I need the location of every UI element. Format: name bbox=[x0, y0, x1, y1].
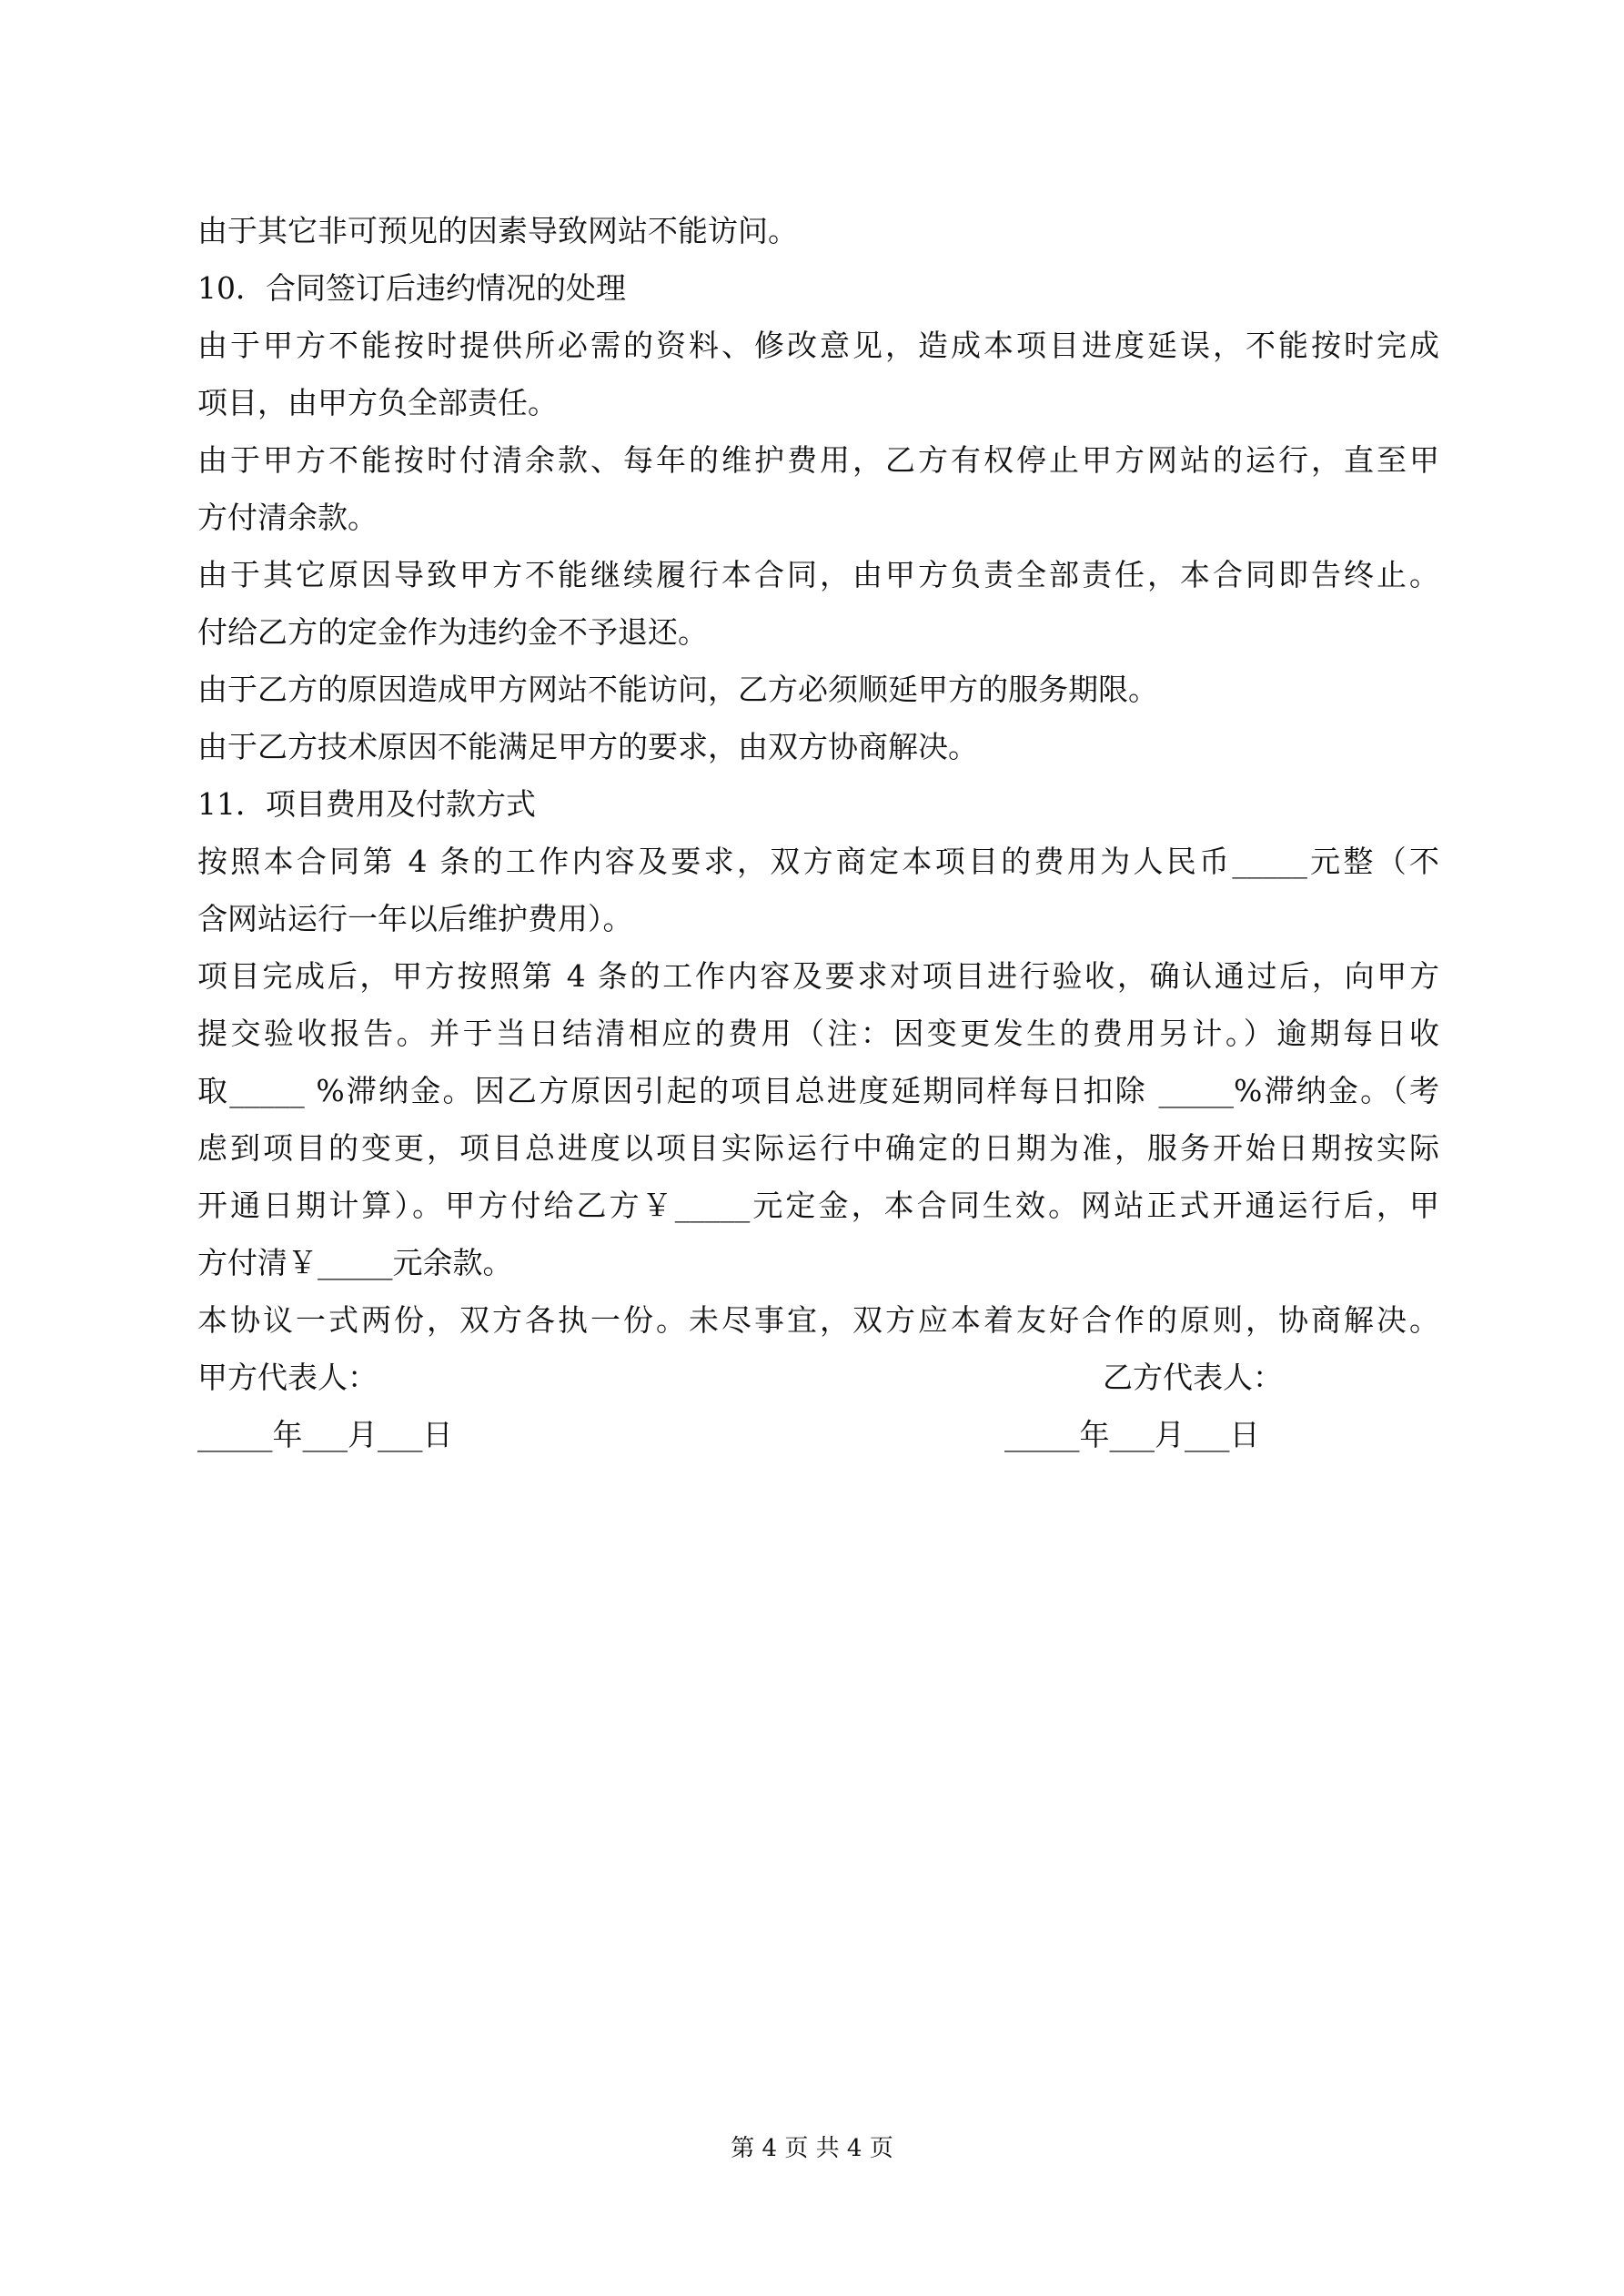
paragraph-line: 由于甲方不能按时付清余款、每年的维护费用，乙方有权停止甲方网站的运行，直至甲 bbox=[197, 442, 1439, 478]
page-number-footer: 第 4 页 共 4 页 bbox=[731, 2135, 893, 2162]
party-b-representative-label: 乙方代表人： bbox=[1103, 1360, 1283, 1395]
paragraph-line: 含网站运行一年以后维护费用）。 bbox=[197, 901, 633, 936]
paragraph-line: 开通日期计算）。甲方付给乙方￥_____元定金，本合同生效。网站正式开通运行后，甲 bbox=[197, 1188, 1439, 1223]
paragraph-line: 方付清余款。 bbox=[197, 500, 378, 535]
section-heading: 11．项目费用及付款方式 bbox=[197, 786, 536, 822]
paragraph-line: 由于其它非可预见的因素导致网站不能访问。 bbox=[197, 213, 798, 248]
paragraph-line: 项目完成后，甲方按照第 4 条的工作内容及要求对项目进行验收，确认通过后，向甲方 bbox=[197, 958, 1439, 994]
paragraph-line: 本协议一式两份，双方各执一份。未尽事宜，双方应本着友好合作的原则，协商解决。 bbox=[197, 1302, 1439, 1338]
paragraph-line: 由于乙方的原因造成甲方网站不能访问，乙方必须顺延甲方的服务期限。 bbox=[197, 672, 1158, 707]
party-a-representative-label: 甲方代表人： bbox=[197, 1360, 378, 1395]
paragraph-line: 虑到项目的变更，项目总进度以项目实际运行中确定的日期为准，服务开始日期按实际 bbox=[197, 1130, 1439, 1166]
party-a-date: _____年___月___日 bbox=[197, 1417, 453, 1452]
party-b-date: _____年___月___日 bbox=[1004, 1417, 1260, 1452]
signature-label-row bbox=[197, 1349, 1439, 1406]
paragraph-line: 由于其它原因导致甲方不能继续履行本合同，由甲方负责全部责任，本合同即告终止。 bbox=[197, 557, 1439, 592]
paragraph-line: 项目，由甲方负全部责任。 bbox=[197, 385, 558, 420]
document-body bbox=[197, 202, 1439, 1463]
paragraph-line: 由于甲方不能按时提供所必需的资料、修改意见，造成本项目进度延误，不能按时完成 bbox=[197, 328, 1439, 363]
paragraph-line: 由于乙方技术原因不能满足甲方的要求，由双方协商解决。 bbox=[197, 729, 978, 764]
paragraph-line: 提交验收报告。并于当日结清相应的费用（注：因变更发生的费用另计。）逾期每日收 bbox=[197, 1016, 1439, 1051]
paragraph-line: 取_____ %滞纳金。因乙方原因引起的项目总进度延期同样每日扣除 _____%滞纳金。（考 bbox=[197, 1073, 1439, 1108]
paragraph-line: 按照本合同第 4 条的工作内容及要求，双方商定本项目的费用为人民币_____元整（不 bbox=[197, 844, 1439, 879]
paragraph-line: 付给乙方的定金作为违约金不予退还。 bbox=[197, 614, 708, 650]
section-heading: 10．合同签订后违约情况的处理 bbox=[197, 270, 626, 306]
paragraph-line: 方付清￥_____元余款。 bbox=[197, 1245, 513, 1280]
signature-date-row bbox=[197, 1406, 1439, 1463]
